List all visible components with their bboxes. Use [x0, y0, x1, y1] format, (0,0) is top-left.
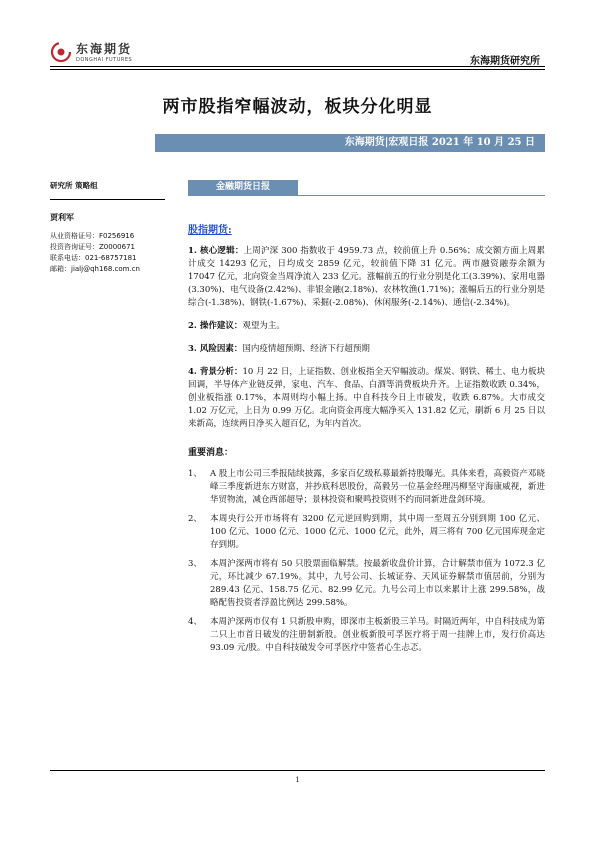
author-email: 邮箱：jialj@qh168.com.cn	[50, 265, 140, 273]
list-index: 3、	[188, 559, 202, 569]
dept-label: 研究所 策略组	[50, 181, 98, 190]
header-divider	[50, 66, 545, 67]
page-number: 1	[295, 776, 300, 784]
list-item	[188, 616, 545, 655]
section-tab: 金融期货日报	[188, 180, 298, 195]
list-item	[188, 513, 545, 552]
paragraph-advice	[188, 320, 545, 333]
company-label: 东海期货研究所	[470, 56, 540, 67]
list-text: 本周沪深两市将有 50 只股票面临解禁。按最新收盘价计算，合计解禁市值为 1072.3 亿元，环比减少 67.19%。其中，九号公司、长城证券、天风证券解禁市值居前，分别为 289.43 亿元、158.75 亿元、82.99 亿元。九号公司上市以来累计上涨 299.58%，战略配售投资者浮盈比例达 299.58%。	[210, 559, 545, 608]
para-text: 观望为主。	[242, 321, 285, 331]
logo-text-cn: 东海期货	[76, 42, 133, 56]
list-index: 4、	[188, 617, 202, 627]
para-text: 10 月 22 日，上证指数、创业板指全天窄幅波动。煤炭、钢铁、稀土、电力板块回调，半导体产业链反弹，家电、汽车、食品、白酒等消费板块升齐。上证指数收跌 0.34%，创业板指涨 0.17%，本周则均小幅上扬。中自科技今日上市破发，收跌 6.87%。大市成交 1.02 万亿元，上日为 0.99 万亿。北向资金再度大幅净买入 131.82 亿元，刷新 6 月 25 日以来新高，连续两日净买入超百亿，为年内首次。	[188, 367, 545, 429]
para-label: 1. 核心逻辑：	[188, 246, 244, 256]
paragraph-risk	[188, 343, 545, 356]
author-info-line: 投资咨询证号：Z0000671	[50, 243, 135, 251]
list-item	[188, 468, 545, 507]
list-index: 1、	[188, 469, 202, 479]
para-label: 4. 背景分析：	[188, 367, 243, 377]
author-info-line: 联系电话：021-68757181	[50, 254, 137, 262]
list-text: 本周央行公开市场将有 3200 亿元逆回购到期，其中周一至周五分别到期 100 亿元、100 亿元、1000 亿元、1000 亿元、1000 亿元，此外，周三将有 700 亿元国库现金定存到期。	[210, 514, 545, 550]
logo-mark-icon	[50, 41, 72, 63]
report-banner: 东海期货|宏观日报 2021 年 10 月 25 日	[155, 134, 545, 152]
header-divider-thin	[50, 69, 545, 70]
paragraph-core-logic	[188, 245, 545, 310]
para-text: 国内疫情超预期、经济下行超预期	[242, 344, 370, 354]
list-text: 本周沪深两市仅有 1 只新股申购，即深市主板新股三羊马。时隔近两年，中自科技成为第二只上市首日破发的注册制新股。创业板新股可孚医疗将于周一挂牌上市，发行价高达 93.09 元/股。中自科技破发令可孚医疗中签者心生忐忑。	[210, 617, 545, 653]
section-divider	[188, 195, 545, 196]
author-sidebar	[50, 180, 180, 275]
para-label: 3. 风险因素：	[188, 344, 243, 354]
para-label: 2. 操作建议：	[188, 321, 243, 331]
list-item	[188, 558, 545, 610]
company-logo	[50, 40, 132, 63]
list-text: A 股上市公司三季报陆续披露，多家百亿级私募最新持股曝光。具体来看，高毅资产邓晓峰三季度新进东方财富，并抄底科思股份，高毅另一位基金经理冯柳坚守海康威视，新进华贸物流，减仓西部超导；景林投资和聚鸣投资则不约而同新进盘剑环境。	[210, 469, 545, 505]
footer-divider	[50, 770, 545, 771]
logo-text-en: DONGHAI FUTURES	[76, 57, 133, 63]
list-index: 2、	[188, 514, 202, 524]
section-subtitle: 股指期货:	[188, 225, 232, 236]
main-content	[188, 224, 545, 661]
paragraph-background	[188, 366, 545, 431]
author-info-line: 从业资格证号：F0256916	[50, 232, 135, 240]
para-text: 上周沪深 300 指数收于 4959.73 点，较前值上升 0.56%；成交额方面上周累计成交 14293 亿元，日均成交 2859 亿元，较前值下降 31 亿元。两市融资融券余额为 17047 亿元，北向资金当周净流入 233 亿元。涨幅前五的行业分别是化工(3.39%)、家用电器(3.30%)、电气设备(2.42%)、非银金融(2.18%)、农林牧渔(1.71%)；涨幅后五的行业分别是综合(-1.38%)、钢铁(-1.67%)、采掘(-2.08%)、休闲服务(-2.14%)、通信(-2.34%)。	[188, 246, 546, 308]
news-heading: 重要消息：	[188, 448, 234, 458]
sidebar-divider	[50, 199, 165, 200]
author-name: 贾利军	[50, 212, 74, 222]
page-title: 两市股指窄幅波动，板块分化明显	[162, 97, 433, 117]
news-list	[188, 468, 545, 655]
